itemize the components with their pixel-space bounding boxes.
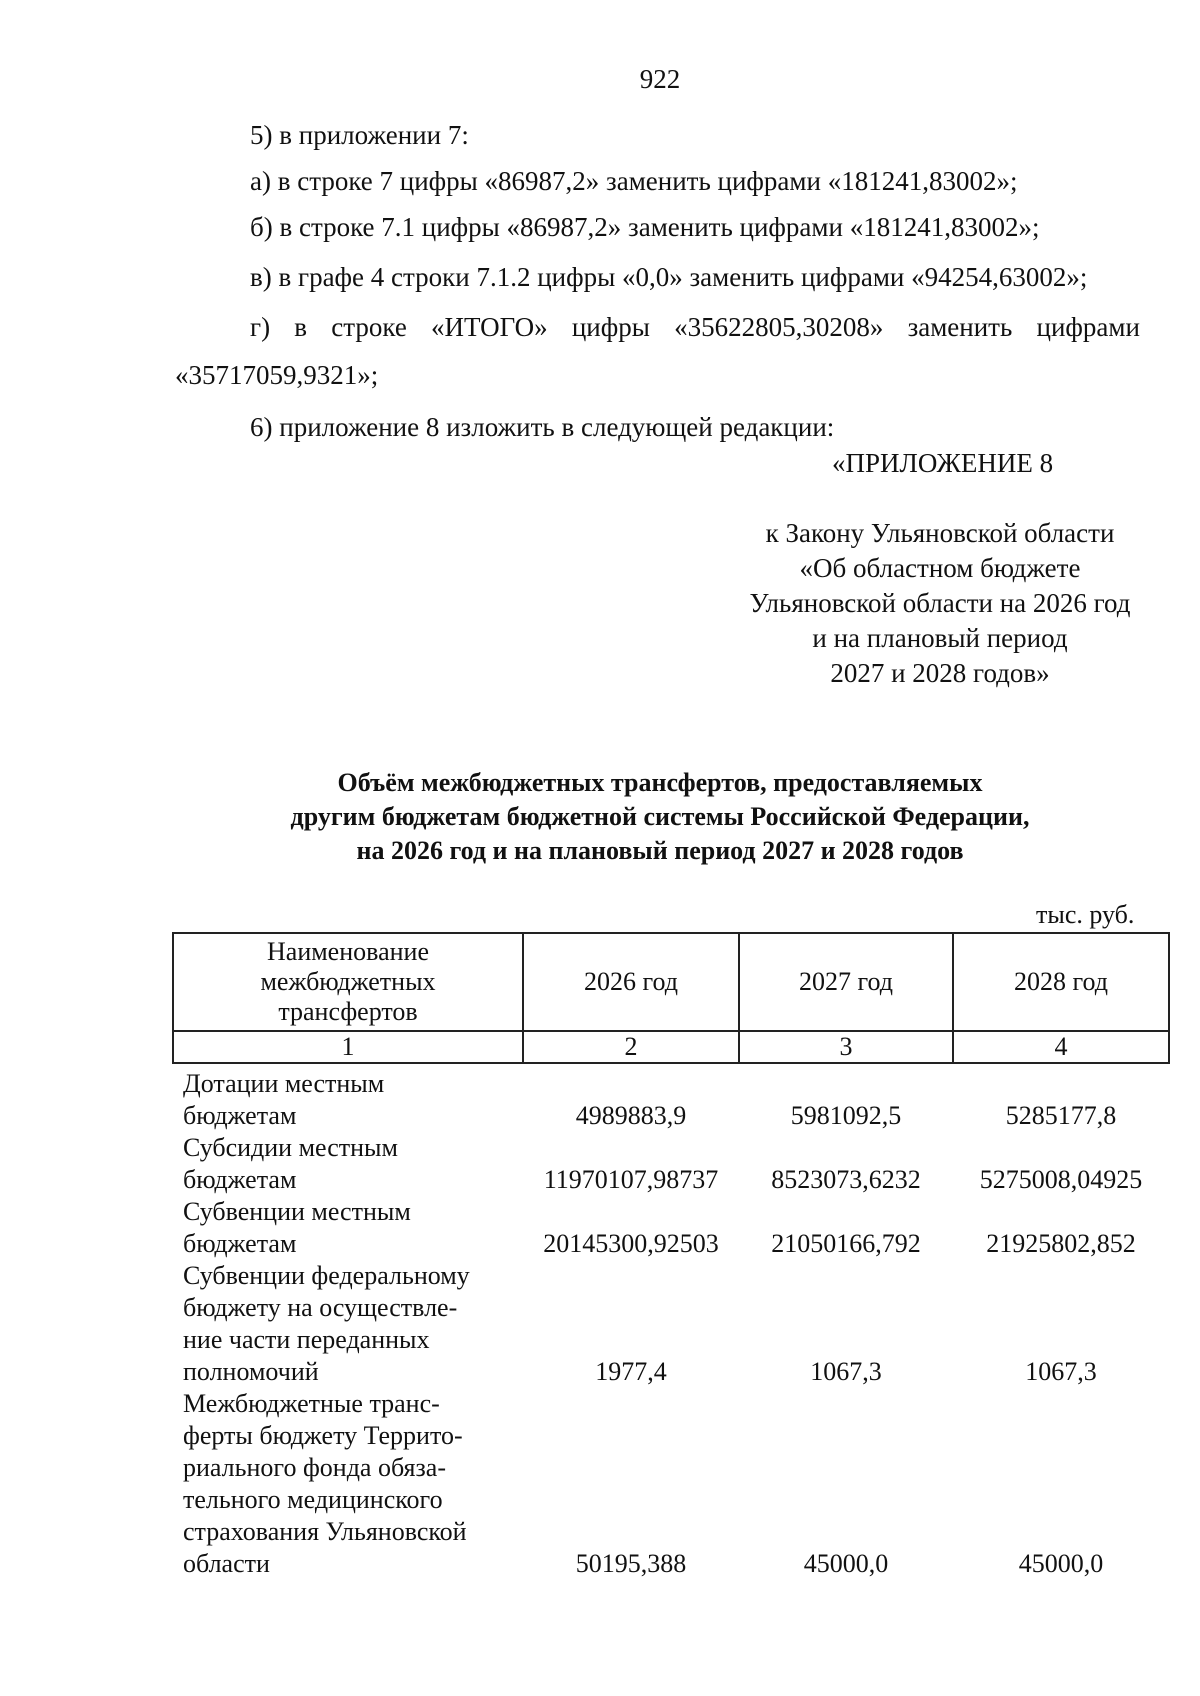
row-name-line: Дотации местным xyxy=(183,1069,385,1098)
header-name-line: трансфертов xyxy=(278,997,418,1026)
appendix-subtitle-line: Ульяновской области на 2026 год xyxy=(749,588,1131,618)
appendix-subtitle-line: и на плановый период xyxy=(812,623,1068,653)
amendment-item-5a: а) в строке 7 цифры «86987,2» заменить цифрами «181241,83002»; xyxy=(250,166,1018,196)
value-2026: 20145300,92503 xyxy=(543,1229,719,1258)
row-name-line: Субвенции местным xyxy=(183,1197,411,1226)
row-name-line: бюджетам xyxy=(183,1101,297,1130)
value-2026: 11970107,98737 xyxy=(543,1165,719,1194)
table-row xyxy=(173,1132,1169,1196)
value-2027: 21050166,792 xyxy=(771,1229,921,1258)
table-row xyxy=(173,1063,1169,1132)
amendment-item-5c: в) в графе 4 строки 7.1.2 цифры «0,0» заменить цифрами «94254,63002»; xyxy=(250,262,1088,292)
row-name-line: Субвенции федеральному xyxy=(183,1261,470,1290)
heading-line: Объём межбюджетных трансфертов, предоставляемых xyxy=(337,768,983,797)
appendix-subtitle xyxy=(720,516,1160,691)
amendment-item-5b: б) в строке 7.1 цифры «86987,2» заменить цифрами «181241,83002»; xyxy=(250,212,1040,242)
column-number: 4 xyxy=(953,1031,1169,1063)
header-name-line: Наименование xyxy=(267,937,429,966)
heading-line: на 2026 год и на плановый период 2027 и 2028 годов xyxy=(356,836,964,865)
row-name-line: ферты бюджету Террито- xyxy=(183,1421,463,1450)
value-2027: 45000,0 xyxy=(803,1549,889,1578)
value-2027: 5981092,5 xyxy=(790,1101,902,1130)
unit-label: тыс. руб. xyxy=(1036,900,1135,929)
header-name xyxy=(173,933,523,1031)
amendment-item-6: 6) приложение 8 изложить в следующей редакции: xyxy=(250,412,835,442)
row-name-line: страхования Ульяновской xyxy=(183,1517,467,1546)
row-name-line: бюджету на осуществле- xyxy=(183,1293,458,1322)
value-2028: 5275008,04925 xyxy=(979,1165,1143,1194)
table-row xyxy=(173,1260,1169,1388)
value-2028: 5285177,8 xyxy=(1005,1101,1117,1130)
value-2028: 1067,3 xyxy=(1025,1357,1097,1386)
amendment-item-5-intro: 5) в приложении 7: xyxy=(250,120,469,150)
row-name-line: Субсидии местным xyxy=(183,1133,398,1162)
word: «ИТОГО» xyxy=(431,312,548,342)
word: строке xyxy=(331,312,407,342)
table-row xyxy=(173,1388,1169,1580)
column-number: 3 xyxy=(739,1031,953,1063)
word: г) xyxy=(250,312,271,342)
appendix-subtitle-line: «Об областном бюджете xyxy=(799,553,1081,583)
row-name xyxy=(173,1196,523,1260)
amendment-item-5d-continuation: «35717059,9321»; xyxy=(175,360,379,390)
word: в xyxy=(294,312,308,342)
header-2026: 2026 год xyxy=(523,933,739,1031)
value-2026: 4989883,9 xyxy=(575,1101,687,1130)
page-number: 922 xyxy=(639,64,681,94)
row-name xyxy=(173,1260,523,1388)
appendix-title: «ПРИЛОЖЕНИЕ 8 xyxy=(832,448,1054,478)
row-name-line: Межбюджетные транс- xyxy=(183,1389,440,1418)
row-name-line: бюджетам xyxy=(183,1165,297,1194)
row-name-line: ние части переданных xyxy=(183,1325,430,1354)
header-2027: 2027 год xyxy=(739,933,953,1031)
appendix-subtitle-line: 2027 и 2028 годов» xyxy=(830,658,1050,688)
word: цифры xyxy=(571,312,650,342)
column-number-row xyxy=(173,1031,1169,1063)
value-2027: 1067,3 xyxy=(810,1357,882,1386)
table-header-row xyxy=(173,933,1169,1031)
row-name xyxy=(173,1388,523,1580)
column-number: 1 xyxy=(173,1031,523,1063)
value-2028: 21925802,852 xyxy=(986,1229,1136,1258)
value-2026: 1977,4 xyxy=(595,1357,667,1386)
word: заменить xyxy=(907,312,1013,342)
row-name-line: бюджетам xyxy=(183,1229,297,1258)
row-name-line: риального фонда обяза- xyxy=(183,1453,446,1482)
word: «35622805,30208» xyxy=(674,312,884,342)
appendix-subtitle-line: к Закону Ульяновской области xyxy=(765,518,1115,548)
table-row xyxy=(173,1196,1169,1260)
transfers-table xyxy=(172,932,1170,1580)
header-2028: 2028 год xyxy=(953,933,1169,1031)
amendment-item-5d xyxy=(250,312,1140,343)
row-name xyxy=(173,1132,523,1196)
row-name-line: тельного медицинского xyxy=(183,1485,443,1514)
row-name-line: полномочий xyxy=(183,1357,319,1386)
row-name xyxy=(173,1063,523,1132)
row-name-line: области xyxy=(183,1549,270,1578)
heading-line: другим бюджетам бюджетной системы Российской Федерации, xyxy=(290,802,1030,831)
column-number: 2 xyxy=(523,1031,739,1063)
document-heading xyxy=(0,766,1200,868)
word: цифрами xyxy=(1036,312,1140,342)
value-2026: 50195,388 xyxy=(575,1549,687,1578)
value-2028: 45000,0 xyxy=(1018,1549,1104,1578)
header-name-line: межбюджетных xyxy=(260,967,436,996)
value-2027: 8523073,6232 xyxy=(771,1165,921,1194)
